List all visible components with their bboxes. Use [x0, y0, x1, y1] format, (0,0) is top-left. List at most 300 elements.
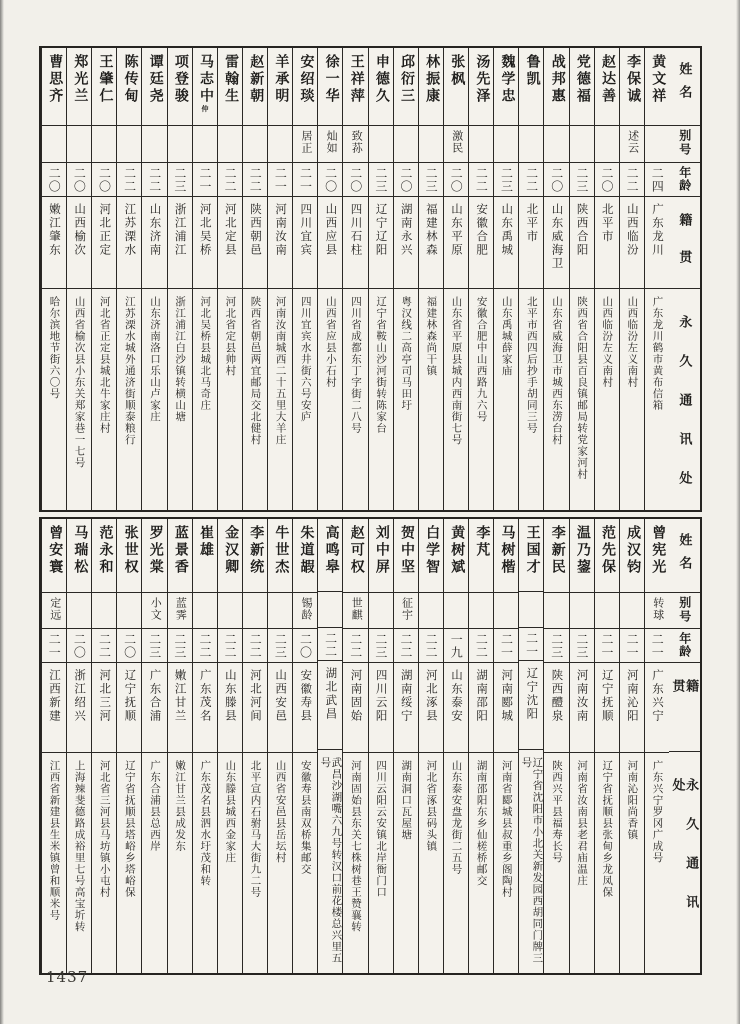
entry-column: [116, 48, 141, 510]
native-place-cell: [595, 197, 619, 289]
age-cell: [519, 628, 543, 662]
header-alias: [669, 593, 700, 629]
age-cell-text: 二二: [625, 167, 640, 193]
native-place-cell: [544, 197, 568, 289]
alias-cell: [318, 592, 342, 628]
header-age-label: 年龄: [677, 631, 692, 658]
name-cell-text: 朱道嘏: [298, 525, 314, 576]
native-place-cell-text: 福建林森: [424, 203, 437, 257]
name-cell: [394, 48, 418, 126]
native-place-cell-text: 嫩江肇东: [47, 203, 60, 257]
age-cell-text: 二〇: [298, 633, 313, 659]
native-place-cell-text: 山西榆次: [73, 203, 86, 257]
address-cell-text: 粤汉线二高亭司马田圩: [400, 296, 412, 411]
address-cell: [343, 753, 367, 973]
native-place-cell-text: 安徽寿县: [299, 669, 312, 723]
native-place-cell: [519, 197, 543, 289]
name-cell: [419, 519, 443, 593]
age-cell: [570, 163, 594, 197]
address-cell-text: 北平宣内石驸马大街九二号: [249, 760, 261, 898]
age-cell-text: 二二: [122, 167, 137, 193]
entry-column: [468, 48, 493, 510]
native-place-cell: [494, 197, 518, 289]
native-place-cell: [268, 663, 292, 753]
address-cell: [92, 289, 116, 510]
name-cell: [318, 519, 342, 592]
name-cell: [469, 48, 493, 126]
address-cell: [419, 289, 443, 510]
name-cell-text: 高鸣皋: [323, 525, 339, 576]
age-cell-text: 二〇: [122, 633, 137, 659]
address-cell-text: 河南汝南城西二十五里大羊庄: [274, 296, 286, 446]
address-cell-text: 广东茂名县泗水圩茂和转: [199, 760, 211, 887]
entry-column: [292, 519, 317, 973]
native-place-cell: [645, 197, 669, 289]
alias-cell-text: 述云: [626, 130, 639, 154]
name-cell: [193, 519, 217, 593]
alias-cell-text: 世麒: [350, 597, 363, 621]
header-address-label: 永久通讯处: [677, 315, 693, 510]
age-cell-text: 二二: [248, 167, 263, 193]
name-cell: [218, 519, 242, 593]
address-cell: [193, 289, 217, 510]
age-cell-text: 二一: [625, 633, 640, 659]
alias-cell: [419, 593, 443, 629]
address-cell-text: 河北省定县帅村: [224, 296, 236, 377]
name-cell: [193, 48, 217, 126]
header-name: [669, 48, 700, 126]
age-cell: [168, 163, 192, 197]
address-cell: [419, 753, 443, 973]
age-cell: [193, 163, 217, 197]
native-place-cell-text: 四川石柱: [349, 203, 362, 257]
age-cell-text: 二二: [223, 633, 238, 659]
directory-table-top: [39, 46, 702, 512]
entry-column: [543, 519, 568, 973]
address-cell: [243, 289, 267, 510]
address-cell-text: 四川云阳云安镇北岸衙门口: [375, 760, 387, 898]
name-cell: [494, 519, 518, 593]
header-native-place: [669, 663, 700, 753]
native-place-cell-text: 河北河间: [248, 669, 261, 723]
native-place-cell: [620, 197, 644, 289]
address-cell: [343, 289, 367, 510]
native-place-cell: [92, 663, 116, 753]
address-cell: [42, 289, 66, 510]
entry-column: [342, 48, 367, 510]
alias-cell: [168, 126, 192, 163]
native-place-cell: [168, 663, 192, 753]
alias-cell: [444, 593, 468, 629]
alias-cell: [570, 593, 594, 629]
address-cell-text: 陕西省合阳县百良镇邮局转党家河村: [576, 296, 588, 480]
address-cell: [595, 753, 619, 973]
native-place-cell: [343, 663, 367, 753]
native-place-cell-text: 辽宁抚顺: [600, 669, 613, 723]
entry-column: [91, 48, 116, 510]
name-cell: [117, 48, 141, 126]
entry-column: [217, 48, 242, 510]
address-cell-text: 河南省郾城县叔重乡阁陶村: [500, 760, 512, 898]
age-cell-text: 二一: [524, 631, 539, 658]
address-cell: [544, 753, 568, 973]
name-cell: [343, 519, 367, 593]
alias-cell: [369, 126, 393, 163]
age-cell: [343, 163, 367, 197]
age-cell: [620, 163, 644, 197]
entry-column: [317, 48, 342, 510]
entry-column: [644, 519, 669, 973]
address-cell: [570, 289, 594, 510]
name-cell-text: 安绍琰: [298, 54, 314, 105]
age-cell: [444, 629, 468, 663]
age-cell-text: 二二: [197, 633, 212, 659]
scan-edge-right: [736, 0, 740, 1024]
native-place-cell: [42, 197, 66, 289]
address-cell-text: 河南省汝南县老君庙温庄: [576, 760, 588, 887]
age-cell: [168, 629, 192, 663]
address-cell: [293, 289, 317, 510]
address-cell-text: 四川宜宾水井街六号安庐: [299, 296, 311, 423]
name-cell: [268, 519, 292, 593]
name-cell-text: 王祥萍: [348, 54, 364, 105]
address-cell: [218, 289, 242, 510]
entry-column: [342, 519, 367, 973]
native-place-cell: [218, 197, 242, 289]
age-cell: [494, 629, 518, 663]
age-cell-text: 二三: [499, 167, 514, 193]
age-cell-text: 二一: [47, 633, 62, 659]
native-place-cell-text: 陕西朝邑: [248, 203, 261, 257]
entry-column: [167, 519, 192, 973]
age-cell: [469, 163, 493, 197]
native-place-cell: [620, 663, 644, 753]
age-cell-text: 二三: [424, 167, 439, 193]
address-cell: [620, 289, 644, 510]
native-place-cell: [318, 661, 342, 750]
entry-column: [543, 48, 568, 510]
name-cell-text: 马瑞松: [72, 525, 88, 576]
entry-column: [518, 48, 543, 510]
native-place-cell-text: 嫩江甘兰: [173, 669, 186, 723]
alias-cell: [42, 126, 66, 163]
header-address: [669, 752, 700, 973]
address-cell: [268, 753, 292, 973]
age-cell-text: 二二: [223, 167, 238, 193]
alias-cell: [218, 126, 242, 163]
native-place-cell-text: 四川宜宾: [299, 203, 312, 257]
age-cell: [394, 163, 418, 197]
age-cell-text: 一九: [449, 633, 464, 659]
address-cell-text: 山西省应县小石村: [324, 296, 336, 388]
age-cell-text: 二三: [549, 633, 564, 659]
alias-cell: [544, 593, 568, 629]
address-cell-text: 湖南邵阳东乡仙槎桥邮交: [475, 760, 487, 887]
alias-cell: [117, 593, 141, 629]
address-cell-text: 哈尔滨地节街六〇号: [48, 296, 60, 400]
name-cell-text: 李新民: [549, 525, 565, 576]
alias-cell: [92, 126, 116, 163]
address-cell: [394, 289, 418, 510]
native-place-cell-text: 湖南邵阳: [475, 669, 488, 723]
address-cell-text: 上海辣斐德路成裕里七号高宝圻转: [73, 760, 85, 933]
alias-cell: [620, 593, 644, 629]
native-place-cell-text: 河南郾城: [500, 669, 513, 723]
age-cell: [268, 629, 292, 663]
name-cell: [218, 48, 242, 126]
header-age: [669, 629, 700, 663]
native-place-cell: [570, 663, 594, 753]
native-place-cell-text: 湖南永兴: [399, 203, 412, 257]
address-cell: [168, 289, 192, 510]
entry-column: [418, 48, 443, 510]
address-cell-text: 河北省正定县城北牛家庄村: [98, 296, 110, 434]
address-cell-text: 河北吴桥县城北马奇庄: [199, 296, 211, 411]
address-cell-text: 武昌沙湖嘴六九号转汉口前花楼总兴里五号: [319, 757, 342, 965]
native-place-cell: [268, 197, 292, 289]
address-cell-text: 江苏溧水城外通济街顺泰粮行: [123, 296, 135, 446]
address-cell-text: 河南固始县东关七株树巷王赞襄转: [349, 760, 361, 933]
age-cell-text: 二二: [323, 631, 338, 658]
age-cell-text: 二三: [172, 167, 187, 193]
native-place-cell-text: 河北正定: [98, 203, 111, 257]
native-place-cell-text: 河北三河: [98, 669, 111, 723]
name-cell-text: 马树楷: [499, 525, 515, 576]
entry-column: [569, 519, 594, 973]
name-cell: [620, 48, 644, 126]
entry-column: [317, 519, 342, 973]
address-cell-text: 嫩江甘兰县成发东: [174, 760, 186, 852]
alias-cell: [268, 593, 292, 629]
name-cell-text: 王国才: [524, 525, 540, 576]
name-cell: [645, 519, 669, 593]
native-place-cell: [193, 663, 217, 753]
age-cell-text: 二二: [474, 167, 489, 193]
alias-cell: [92, 593, 116, 629]
entry-column: [267, 519, 292, 973]
name-cell: [645, 48, 669, 126]
native-place-cell: [117, 197, 141, 289]
entry-column: [41, 48, 66, 510]
name-cell-text: 郑光兰: [72, 54, 88, 105]
age-cell: [620, 629, 644, 663]
name-cell: [419, 48, 443, 126]
address-cell-text: 山东济南洛口乐山卢家庄: [148, 296, 160, 423]
entry-column: [141, 519, 166, 973]
alias-cell-text: 征宇: [400, 597, 413, 621]
address-cell-text: 安徽寿县南双桥集邮交: [299, 760, 311, 875]
alias-cell-text: 灿如: [325, 130, 338, 154]
address-cell: [494, 289, 518, 510]
name-cell-text: 蓝景香: [172, 525, 188, 576]
native-place-cell-text: 河南沁阳: [625, 669, 638, 723]
header-name-label: 姓名: [677, 62, 693, 108]
name-cell: [117, 519, 141, 593]
age-cell: [318, 163, 342, 197]
age-cell-text: 二〇: [549, 167, 564, 193]
name-cell-text: 李芃: [474, 525, 490, 559]
address-cell-text: 山东泰安盘龙街二五号: [450, 760, 462, 875]
name-cell-text: 曾宪光: [650, 525, 666, 576]
native-place-cell: [369, 197, 393, 289]
age-cell: [92, 629, 116, 663]
native-place-cell-text: 广东茂名: [198, 669, 211, 723]
name-cell-text: 成汉钧: [625, 525, 641, 576]
native-place-cell-text: 河南固始: [349, 669, 362, 723]
name-cell-text: 黄树斌: [449, 525, 465, 576]
age-cell-text: 二一: [599, 633, 614, 659]
header-name-label: 姓名: [677, 533, 693, 579]
age-cell: [469, 629, 493, 663]
native-place-cell: [444, 663, 468, 753]
entry-column: [242, 48, 267, 510]
age-cell-text: 二二: [424, 633, 439, 659]
name-cell: [544, 519, 568, 593]
name-cell: [369, 519, 393, 593]
alias-cell-text: 蓝霁: [174, 597, 187, 621]
header-name: [669, 519, 700, 593]
native-place-cell: [570, 197, 594, 289]
name-cell-text: 徐一华: [323, 54, 339, 105]
age-cell: [42, 163, 66, 197]
address-cell: [293, 753, 317, 973]
header-alias-label: 别号: [677, 595, 692, 624]
name-cell-text: 赵达善: [600, 54, 616, 105]
native-place-cell: [494, 663, 518, 753]
entry-column: [619, 48, 644, 510]
alias-cell: [218, 593, 242, 629]
age-cell-text: 二四: [650, 167, 665, 193]
address-cell-text: 北平市西四后抄手胡同三号: [525, 296, 537, 434]
address-cell: [645, 289, 669, 510]
name-cell-text: 贺中坚: [399, 525, 415, 576]
age-cell-text: 二二: [248, 633, 263, 659]
native-place-cell: [42, 663, 66, 753]
address-cell: [369, 753, 393, 973]
entry-column: [594, 48, 619, 510]
age-cell: [519, 163, 543, 197]
age-cell: [67, 629, 91, 663]
entry-column: [116, 519, 141, 973]
alias-cell: [243, 126, 267, 163]
address-cell-text: 山西省榆次县小东关郑家巷一七号: [73, 296, 85, 469]
address-cell: [444, 753, 468, 973]
name-cell-text: 谭廷尧: [147, 54, 163, 105]
entry-column: [368, 48, 393, 510]
entry-column: [66, 48, 91, 510]
age-cell: [293, 163, 317, 197]
age-cell: [318, 628, 342, 662]
address-cell: [318, 289, 342, 510]
alias-cell: [268, 126, 292, 163]
alias-cell: [444, 126, 468, 163]
native-place-cell: [218, 663, 242, 753]
address-cell: [494, 753, 518, 973]
address-cell-text: 辽宁省抚顺县塔峪乡塔峪保: [123, 760, 135, 898]
native-place-cell: [67, 197, 91, 289]
entry-column: [443, 519, 468, 973]
native-place-cell-text: 山西安邑: [274, 669, 287, 723]
entry-column: [141, 48, 166, 510]
native-place-cell: [318, 197, 342, 289]
entry-column: [518, 519, 543, 973]
native-place-cell-text: 河北涿县: [424, 669, 437, 723]
address-cell: [142, 753, 166, 973]
entry-column: [192, 48, 217, 510]
native-place-cell: [243, 663, 267, 753]
age-cell-text: 二三: [273, 633, 288, 659]
alias-cell: [595, 126, 619, 163]
header-address-label: 永久通讯处: [670, 778, 700, 935]
age-cell-text: 二二: [474, 633, 489, 659]
address-cell-text: 广东合浦县总西岸: [148, 760, 160, 852]
header-native-place: [669, 197, 700, 289]
age-cell: [419, 629, 443, 663]
native-place-cell: [419, 663, 443, 753]
address-cell: [620, 753, 644, 973]
name-cell-text: 曾安寰: [47, 525, 63, 576]
alias-cell: [67, 593, 91, 629]
alias-cell: [394, 593, 418, 629]
native-place-cell: [444, 197, 468, 289]
native-place-cell-text: 河南汝南: [575, 669, 588, 723]
entry-column: [292, 48, 317, 510]
address-cell: [369, 289, 393, 510]
age-cell: [394, 629, 418, 663]
age-cell: [243, 629, 267, 663]
name-cell-text: 牛世杰: [273, 525, 289, 576]
native-place-cell: [67, 663, 91, 753]
name-cell: [620, 519, 644, 593]
name-cell: [519, 519, 543, 592]
address-cell-text: 山西省安邑县岳坛村: [274, 760, 286, 864]
age-cell: [645, 629, 669, 663]
alias-cell-text: 居正: [299, 130, 312, 154]
name-cell-text: 温乃鋆: [574, 525, 590, 576]
age-cell: [369, 629, 393, 663]
name-cell: [394, 519, 418, 593]
name-cell: [67, 48, 91, 126]
native-place-cell-text: 辽宁抚顺: [123, 669, 136, 723]
name-cell: [42, 519, 66, 593]
age-cell-text: 二三: [373, 633, 388, 659]
address-cell-text: 山西临汾左义南村: [601, 296, 613, 388]
name-cell: [67, 519, 91, 593]
address-cell-text: 辽宁省鞍山沙河街转陈家台: [375, 296, 387, 434]
name-cell-text: 白学智: [424, 525, 440, 576]
native-place-cell: [293, 663, 317, 753]
address-cell: [142, 289, 166, 510]
name-cell-text: 崔雄: [198, 525, 214, 559]
address-cell: [570, 753, 594, 973]
native-place-cell: [243, 197, 267, 289]
name-cell: [142, 519, 166, 593]
age-cell-text: 二二: [348, 633, 363, 659]
entry-column: [267, 48, 292, 510]
age-cell-text: 二〇: [72, 633, 87, 659]
alias-cell: [494, 593, 518, 629]
age-cell: [494, 163, 518, 197]
native-place-cell-text: 湖南绥宁: [399, 669, 412, 723]
address-cell: [469, 753, 493, 973]
address-cell-text: 河北省三河县马坊镇小屯村: [98, 760, 110, 898]
age-cell-text: 二〇: [449, 167, 464, 193]
native-place-cell: [142, 197, 166, 289]
address-cell: [645, 753, 669, 973]
native-place-cell-text: 北平市: [525, 203, 538, 244]
address-cell-text: 河南沁阳尚香镇: [626, 760, 638, 841]
scan-edge-left: [0, 0, 4, 1024]
